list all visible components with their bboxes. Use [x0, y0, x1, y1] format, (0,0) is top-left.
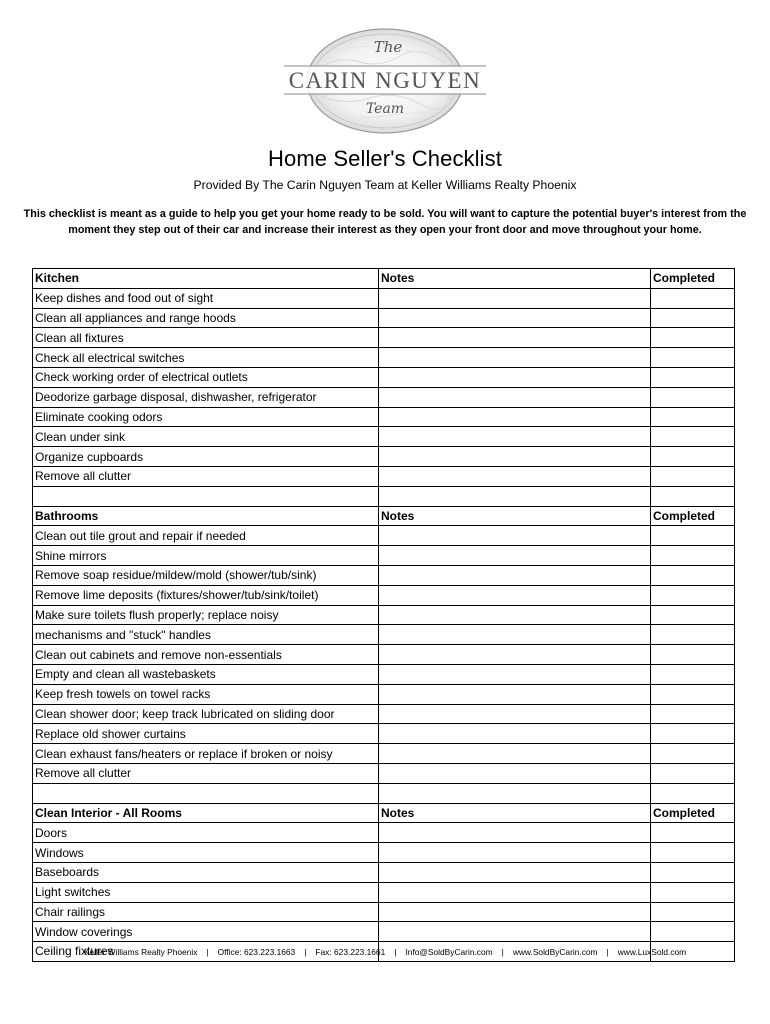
- notes-cell[interactable]: [379, 823, 651, 843]
- checklist-item-row: [33, 605, 735, 625]
- checklist-item-row: [33, 823, 735, 843]
- completed-cell[interactable]: [651, 526, 735, 546]
- footer-separator: |: [606, 947, 609, 957]
- checklist-item-label: Keep dishes and food out of sight: [33, 288, 379, 308]
- section-spacer-row: [33, 783, 735, 803]
- notes-cell[interactable]: [379, 862, 651, 882]
- page-subtitle: Provided By The Carin Nguyen Team at Keller Williams Realty Phoenix: [193, 178, 577, 192]
- checklist-item-row: [33, 466, 735, 486]
- notes-cell[interactable]: [379, 664, 651, 684]
- footer-website-link[interactable]: www.SoldByCarin.com: [512, 947, 598, 957]
- intro-paragraph: This checklist is meant as a guide to help you get your home ready to be sold. You will want to capture the potential buyer's interest from the moment they step out of their car and increase their interest as they open your front door and move throughout your home.: [23, 208, 747, 236]
- checklist-item-row: [33, 882, 735, 902]
- completed-cell[interactable]: [651, 902, 735, 922]
- checklist-item-label: Organize cupboards: [33, 447, 379, 467]
- section-title: Bathrooms: [33, 506, 379, 526]
- checklist-item-label: Windows: [33, 843, 379, 863]
- checklist-item-label: Make sure toilets flush properly; replace noisy: [33, 605, 379, 625]
- completed-cell[interactable]: [651, 605, 735, 625]
- logo-emblem-icon: [270, 26, 500, 136]
- checklist-item-label: Eliminate cooking odors: [33, 407, 379, 427]
- completed-cell[interactable]: [651, 664, 735, 684]
- completed-column-header: Completed: [651, 506, 735, 526]
- section-header-row: [33, 803, 735, 823]
- checklist-item-label: Clean shower door; keep track lubricated on sliding door: [33, 704, 379, 724]
- footer-fax: Fax: 623.223.1661: [315, 947, 386, 957]
- notes-cell[interactable]: [379, 387, 651, 407]
- section-header-row: [33, 506, 735, 526]
- checklist-item-row: [33, 526, 735, 546]
- completed-cell[interactable]: [651, 645, 735, 665]
- notes-cell[interactable]: [379, 744, 651, 764]
- footer-email-link[interactable]: Info@SoldByCarin.com: [405, 947, 493, 957]
- completed-cell[interactable]: [651, 922, 735, 942]
- notes-cell[interactable]: [379, 288, 651, 308]
- notes-cell[interactable]: [379, 704, 651, 724]
- completed-cell[interactable]: [651, 328, 735, 348]
- checklist-item-row: [33, 763, 735, 783]
- notes-cell[interactable]: [379, 625, 651, 645]
- checklist-item-label: mechanisms and "stuck" handles: [33, 625, 379, 645]
- completed-cell[interactable]: [651, 565, 735, 585]
- checklist-item-label: Clean all fixtures: [33, 328, 379, 348]
- completed-cell[interactable]: [651, 625, 735, 645]
- empty-cell: [651, 783, 735, 803]
- checklist-item-row: [33, 922, 735, 942]
- completed-cell[interactable]: [651, 308, 735, 328]
- notes-cell[interactable]: [379, 645, 651, 665]
- checklist-item-label: Doors: [33, 823, 379, 843]
- completed-column-header: Completed: [651, 269, 735, 289]
- footer-separator: |: [394, 947, 397, 957]
- checklist-item-row: [33, 744, 735, 764]
- checklist-item-label: Baseboards: [33, 862, 379, 882]
- checklist-item-row: [33, 328, 735, 348]
- checklist-item-label: Remove all clutter: [33, 466, 379, 486]
- checklist-item-row: [33, 407, 735, 427]
- checklist-item-label: Clean out cabinets and remove non-essentials: [33, 645, 379, 665]
- notes-cell[interactable]: [379, 605, 651, 625]
- checklist-item-row: [33, 664, 735, 684]
- footer-separator: |: [206, 947, 209, 957]
- section-header-row: [33, 269, 735, 289]
- logo-brand-text: CARIN NGUYEN: [288, 68, 482, 93]
- checklist-item-row: [33, 585, 735, 605]
- completed-cell[interactable]: [651, 724, 735, 744]
- completed-cell[interactable]: [651, 585, 735, 605]
- page-title: Home Seller's Checklist: [268, 146, 502, 171]
- completed-cell[interactable]: [651, 367, 735, 387]
- empty-cell: [379, 486, 651, 506]
- completed-cell[interactable]: [651, 684, 735, 704]
- notes-cell[interactable]: [379, 447, 651, 467]
- checklist-item-row: [33, 288, 735, 308]
- notes-cell[interactable]: [379, 882, 651, 902]
- checklist-item-row: [33, 625, 735, 645]
- logo-bottom-text: Team: [365, 101, 405, 117]
- notes-cell[interactable]: [379, 407, 651, 427]
- checklist-item-label: Light switches: [33, 882, 379, 902]
- completed-column-header: Completed: [651, 803, 735, 823]
- logo-top-text: The: [373, 38, 403, 56]
- completed-cell[interactable]: [651, 407, 735, 427]
- section-title: Clean Interior - All Rooms: [33, 803, 379, 823]
- footer-website-link[interactable]: www.LuxSold.com: [617, 947, 687, 957]
- checklist-item-label: Clean under sink: [33, 427, 379, 447]
- completed-cell[interactable]: [651, 447, 735, 467]
- notes-cell[interactable]: [379, 546, 651, 566]
- empty-cell: [379, 783, 651, 803]
- checklist-item-row: [33, 387, 735, 407]
- notes-cell[interactable]: [379, 427, 651, 447]
- notes-cell[interactable]: [379, 308, 651, 328]
- notes-cell[interactable]: [379, 526, 651, 546]
- section-spacer-row: [33, 486, 735, 506]
- notes-cell[interactable]: [379, 684, 651, 704]
- checklist-table: [32, 268, 735, 962]
- completed-cell[interactable]: [651, 843, 735, 863]
- completed-cell[interactable]: [651, 546, 735, 566]
- empty-cell: [651, 486, 735, 506]
- checklist-item-label: Check working order of electrical outlets: [33, 367, 379, 387]
- notes-cell[interactable]: [379, 922, 651, 942]
- checklist-item-row: [33, 308, 735, 328]
- footer-company: Keller Williams Realty Phoenix: [83, 947, 198, 957]
- notes-cell[interactable]: [379, 843, 651, 863]
- checklist-item-row: [33, 367, 735, 387]
- notes-column-header: Notes: [379, 506, 651, 526]
- completed-cell[interactable]: [651, 763, 735, 783]
- completed-cell[interactable]: [651, 744, 735, 764]
- team-logo: [270, 26, 500, 136]
- completed-cell[interactable]: [651, 704, 735, 724]
- notes-cell[interactable]: [379, 902, 651, 922]
- empty-cell: [33, 486, 379, 506]
- checklist-item-label: Remove all clutter: [33, 763, 379, 783]
- completed-cell[interactable]: [651, 348, 735, 368]
- completed-cell[interactable]: [651, 288, 735, 308]
- checklist-item-label: Clean all appliances and range hoods: [33, 308, 379, 328]
- footer-separator: |: [501, 947, 504, 957]
- checklist-item-label: Remove soap residue/mildew/mold (shower/tub/sink): [33, 565, 379, 585]
- completed-cell[interactable]: [651, 823, 735, 843]
- checklist-item-row: [33, 447, 735, 467]
- checklist-item-label: Replace old shower curtains: [33, 724, 379, 744]
- notes-cell[interactable]: [379, 328, 651, 348]
- checklist-item-row: [33, 902, 735, 922]
- notes-cell[interactable]: [379, 466, 651, 486]
- completed-cell[interactable]: [651, 862, 735, 882]
- checklist-item-label: Check all electrical switches: [33, 348, 379, 368]
- checklist-item-label: Clean out tile grout and repair if needed: [33, 526, 379, 546]
- completed-cell[interactable]: [651, 387, 735, 407]
- notes-cell[interactable]: [379, 724, 651, 744]
- completed-cell[interactable]: [651, 427, 735, 447]
- checklist-item-row: [33, 704, 735, 724]
- checklist-item-label: Empty and clean all wastebaskets: [33, 664, 379, 684]
- completed-cell[interactable]: [651, 882, 735, 902]
- checklist-item-label: Keep fresh towels on towel racks: [33, 684, 379, 704]
- checklist-item-row: [33, 862, 735, 882]
- checklist-item-row: [33, 684, 735, 704]
- checklist-item-row: [33, 843, 735, 863]
- notes-cell[interactable]: [379, 348, 651, 368]
- footer-office-phone: Office: 623.223.1663: [217, 947, 296, 957]
- checklist-item-row: [33, 724, 735, 744]
- notes-column-header: Notes: [379, 803, 651, 823]
- footer-contact-bar: [0, 947, 770, 957]
- notes-column-header: Notes: [379, 269, 651, 289]
- section-title: Kitchen: [33, 269, 379, 289]
- notes-cell[interactable]: [379, 763, 651, 783]
- notes-cell[interactable]: [379, 585, 651, 605]
- checklist-item-label: Deodorize garbage disposal, dishwasher, refrigerator: [33, 387, 379, 407]
- checklist-item-label: Remove lime deposits (fixtures/shower/tub/sink/toilet): [33, 585, 379, 605]
- notes-cell[interactable]: [379, 367, 651, 387]
- checklist-item-row: [33, 427, 735, 447]
- checklist-item-row: [33, 645, 735, 665]
- checklist-item-row: [33, 348, 735, 368]
- empty-cell: [33, 783, 379, 803]
- checklist-item-label: Chair railings: [33, 902, 379, 922]
- footer-separator: |: [304, 947, 307, 957]
- checklist-item-row: [33, 565, 735, 585]
- checklist-item-label: Shine mirrors: [33, 546, 379, 566]
- completed-cell[interactable]: [651, 466, 735, 486]
- checklist-item-label: Clean exhaust fans/heaters or replace if broken or noisy: [33, 744, 379, 764]
- checklist-item-row: [33, 546, 735, 566]
- checklist-item-label: Ceiling fixtures: [33, 942, 379, 962]
- notes-cell[interactable]: [379, 565, 651, 585]
- checklist-item-label: Window coverings: [33, 922, 379, 942]
